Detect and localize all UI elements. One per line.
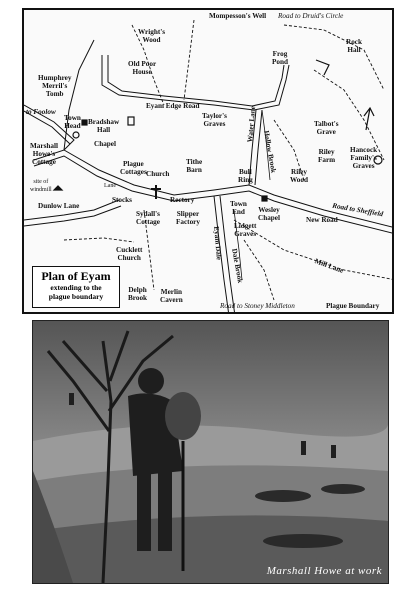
label-riley-wood: Riley Wood: [290, 168, 308, 184]
label-humphrey-tomb: Humphrey Merril's Tomb: [38, 74, 72, 98]
label-hollow-brook: Hollow Brook: [262, 130, 278, 174]
label-mill-lane: Mill Lane: [313, 257, 345, 275]
label-hancock-graves: Hancock Family's Graves: [350, 146, 378, 170]
illustration-caption: Marshall Howe at work: [266, 565, 382, 577]
label-dunlow-lane: Dunlow Lane: [38, 202, 80, 210]
label-church: Church: [146, 170, 170, 178]
label-rock-hall: Rock Hall: [346, 38, 362, 54]
label-wrights-wood: Wright's Wood: [138, 28, 166, 44]
label-marshall-howe-cottage: Marshall Howe's Cottage: [30, 142, 58, 166]
label-water-lane: Water Lane: [246, 105, 258, 143]
label-eyam-dale: Eyam Dale: [212, 226, 223, 261]
label-sydalls-cottage: Sydall's Cottage: [136, 210, 160, 226]
label-town-head: Town Head: [64, 114, 81, 130]
label-road-sheffield: Road to Sheffield: [331, 201, 384, 219]
label-road-stoney-middleton: Road to Stoney Middleton: [220, 302, 295, 310]
label-taylors-graves: Taylor's Graves: [202, 112, 227, 128]
label-bradshaw-hall: Bradshaw Hall: [88, 118, 120, 134]
label-road-druids-circle: Road to Druid's Circle: [278, 12, 344, 20]
label-plague-boundary: Plague Boundary: [326, 302, 380, 310]
label-stocks: Stocks: [112, 196, 132, 204]
label-slipper-factory: Slipper Factory: [176, 210, 200, 226]
label-dale-brook: Dale Brook: [230, 248, 245, 284]
label-old-poor-house: Old Poor House: [128, 60, 157, 76]
label-site-windmill: site of windmill: [30, 179, 52, 193]
label-eyam-edge-road: Eyam Edge Road: [146, 102, 200, 110]
label-chapel: Chapel: [94, 140, 116, 148]
eyam-plague-map: [22, 8, 394, 314]
label-plague-cottages: Plague Cottages: [120, 160, 147, 176]
marshall-howe-illustration: [32, 320, 389, 584]
map-title: Plan of Eyam: [41, 269, 111, 283]
label-wesley-chapel: Wesley Chapel: [258, 206, 280, 222]
label-frog-pond: Frog Pond: [272, 50, 288, 66]
label-tithe-barn: Tithe Barn: [186, 158, 203, 174]
label-cucklett-church: Cucklett Church: [116, 246, 143, 262]
label-mompessons-well: Mompesson's Well: [209, 12, 267, 20]
label-merlin-cavern: Merlin Cavern: [160, 288, 183, 304]
map-subtitle-line1: extending to the: [50, 283, 102, 292]
label-riley-farm: Riley Farm: [318, 148, 336, 164]
label-lane: Lane: [104, 183, 116, 189]
label-talbots-grave: Talbot's Grave: [314, 120, 339, 136]
label-bull-ring: Bull Ring: [238, 168, 253, 184]
label-to-foolow: to Foolow: [26, 108, 56, 116]
illustration-drawing: [33, 321, 388, 583]
map-subtitle-line2: plague boundary: [48, 292, 104, 301]
label-lidgett-graves: Lidgett Graves: [234, 222, 257, 238]
label-delph-brook: Delph Brook: [128, 286, 148, 302]
map-title-box: [32, 266, 120, 308]
label-town-end: Town End: [230, 200, 247, 216]
label-rectory: Rectory: [170, 196, 195, 204]
label-new-road: New Road: [306, 216, 338, 224]
